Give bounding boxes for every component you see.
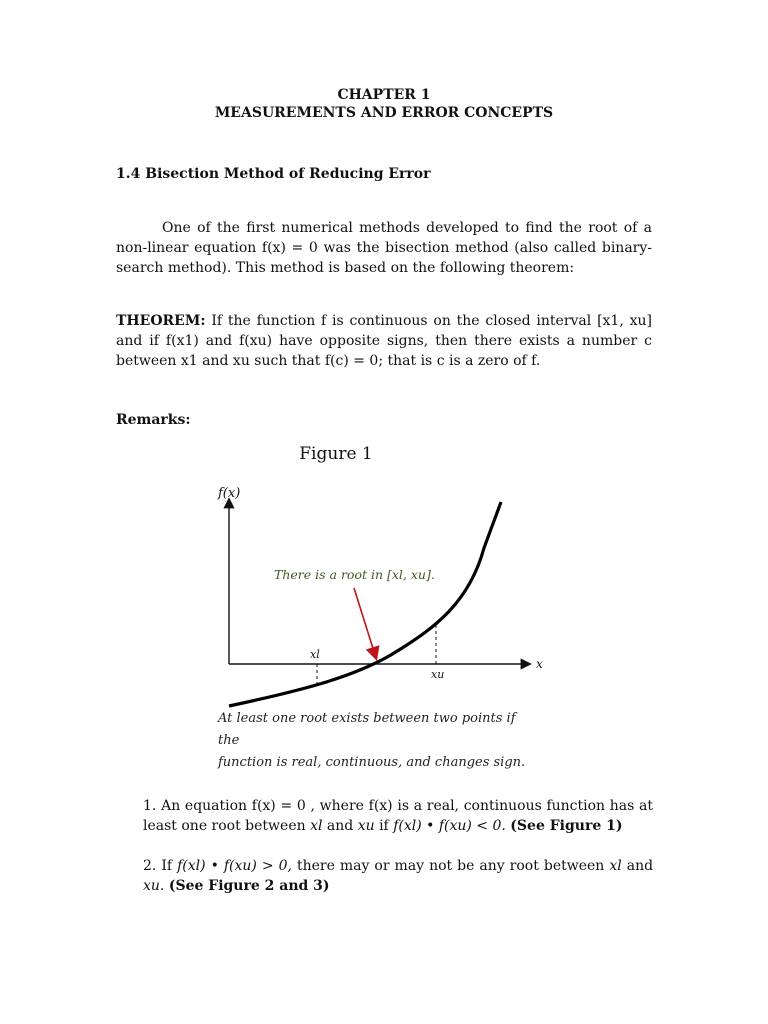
- intro-paragraph: One of the first numerical methods developed to find the root of a non-linear equation f(x) = 0 was the bisection method (also called binary-search method). This method is based on the following theorem:: [116, 220, 652, 276]
- xl-label: xl: [310, 648, 320, 661]
- y-axis-label: f(x): [218, 486, 241, 501]
- remark-condition: f(xl) • f(xu) > 0,: [177, 858, 292, 874]
- theorem-paragraph: [116, 311, 652, 371]
- remark-condition: f(xl) • f(xu) < 0.: [393, 818, 506, 834]
- remark-text: An equation f(x) = 0 , where f(x) is a real, continuous function has at least one root between: [143, 798, 654, 834]
- remark-if: If: [161, 858, 173, 874]
- remark-xu: xu.: [143, 878, 165, 894]
- remark-xu: xu: [357, 818, 375, 834]
- remark-text: there may or may not be any root between: [296, 858, 605, 874]
- chapter-title: [0, 86, 768, 122]
- figure-caption: [218, 708, 538, 774]
- figure-1-graph: [214, 478, 554, 708]
- figure-caption-line-1: At least one root exists between two points if the: [218, 711, 516, 748]
- remark-xl: xl: [310, 818, 323, 834]
- chapter-number: CHAPTER 1: [337, 87, 431, 103]
- remark-if: if: [379, 818, 389, 834]
- remark-item-1: [143, 796, 653, 836]
- remark-number: 2.: [143, 858, 157, 874]
- root-arrow: [354, 588, 376, 658]
- function-curve: [229, 502, 501, 706]
- figure-title: Figure 1: [299, 444, 373, 464]
- remark-figure-ref: (See Figure 1): [510, 818, 623, 834]
- chapter-name: MEASUREMENTS AND ERROR CONCEPTS: [214, 105, 554, 121]
- theorem-text: If the function f is continuous on the closed interval [x1, xu] and if f(x1) and f(xu) have opposite signs, then there exists a number c between x1 and xu such that f(c) = 0; that is c is a zero of f.: [116, 313, 652, 369]
- theorem-label: THEOREM:: [116, 313, 206, 329]
- remark-number: 1.: [143, 798, 157, 814]
- remarks-heading: Remarks:: [116, 412, 191, 428]
- x-axis-label: x: [536, 657, 543, 671]
- remark-and: and: [626, 858, 654, 874]
- figure-caption-line-2: function is real, continuous, and changes sign.: [218, 755, 526, 770]
- remark-figure-ref: (See Figure 2 and 3): [168, 878, 330, 894]
- remark-and: and: [326, 818, 354, 834]
- root-annotation: There is a root in [xl, xu].: [274, 567, 435, 582]
- section-heading: 1.4 Bisection Method of Reducing Error: [116, 166, 431, 182]
- remark-item-2: [143, 856, 653, 896]
- remark-xl: xl: [609, 858, 622, 874]
- xu-label: xu: [431, 668, 445, 681]
